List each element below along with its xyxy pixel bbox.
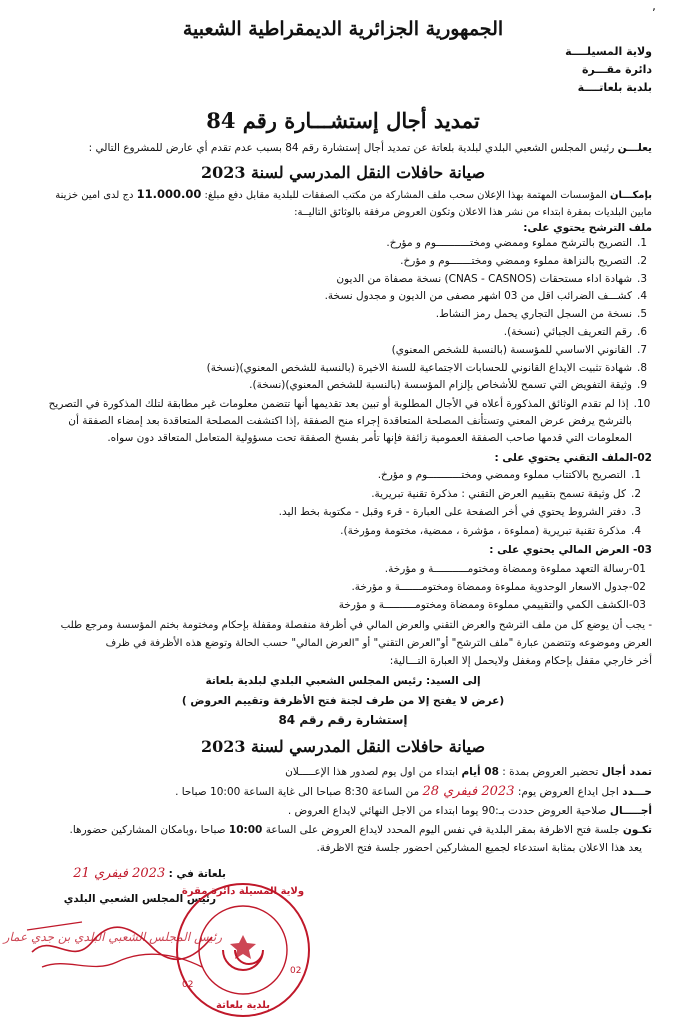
intro-text: المؤسسات المهتمة بهذا الإعلان سحب ملف المشاركة من مكتب الصفقات للبلدية مقابل دفع مبلغ: [204,190,607,201]
item-number: 10. [633,398,651,410]
item-text: كل وثيقة تسمح بتقييم العرض التقني : مذكرة تقنية تبريرية. [371,487,626,500]
item-text: رقم التعريف الجبائي (نسخة). [503,326,632,338]
item-text: كشـــف الضرائب اقل من 03 اشهر مصفى من الديون و مجدول نسخة. [324,290,632,303]
item-text: شهادة تثبيت الايداع القانوني للحسابات الاجتماعية للسنة الاخيرة (بالنسبة للشخص المعنوي)(نسخة) [206,361,632,374]
commune-line: بلدية بلعاتــــة [577,81,652,94]
section1-item10 [49,397,652,412]
section1-item [504,325,652,340]
section1-item [249,378,652,393]
stamp-number-left: 02 [182,980,194,990]
item-text: شهادة اداء مستحقات (CNAS - CASNOS) نسخة مصفاة من الديون [336,272,632,285]
section2-item [378,468,646,483]
section3-title: 03- العرض المالي يحتوي على : [489,544,652,556]
item-number: 5. [636,308,648,321]
item-text: مذكرة تقنية تبريرية (مملوءة ، مؤشرة ، ممضية، مختومة ومؤرخة). [340,524,626,537]
stamp-ring-text: ولاية المسيلة دائرة مقرة [181,886,305,897]
item-text: 01-رسالة التعهد مملوءة وممضاة ومختومـــــــــــة و مؤرخة. [384,563,646,575]
deposit-label: حـــدد [622,786,652,798]
address-ref: إستشارة رقم رقم 84 [278,713,408,727]
envelope-line3: أخر خارجي مقفل بإحكام ومغفل ولايحمل إلا العبارة التـــالية: [389,655,652,667]
item10-line3: المعلومات التي قدمها صاحب الصفقة العمومية زائفة فإنها تأمر بفسخ الصفقة تحت مسؤولية المتعامل المتعاقد دون سواه. [107,432,632,444]
intro-line1 [55,187,652,203]
item-text: التصريح بالاكتتاب مملوء وممضي ومختـــــــــــوم و مؤرخ. [377,469,626,481]
item-text: التصريح بالنزاهة مملوء وممضي ومختـــــــوم و مؤرخ. [400,254,632,267]
opening-label: تكـون [622,824,652,836]
envelope-line1: - يجب أن يوضع كل من ملف الترشح والعرض التقني والعرض المالي في أظرفة منفصلة ومقفلة بإحكام ومختومة بختم المؤسسة ومرجع طلب [60,620,652,631]
extend-end: ابتداء من اول يوم لصدور هذا الإعـــــلان [285,766,459,778]
extend-text: تحضير العروض بمدة : [502,766,599,778]
opening-line [70,823,653,838]
deposit-text: اجل ايداع العروض يوم: [517,786,619,798]
section2-title: 02-الملف التقني يحتوي على : [494,452,652,464]
opening-time: 10:00 [228,824,263,836]
item-text: 02-جدول الاسعار الوحدوية مملوءة وممضاة ومختومـــــــة و مؤرخة. [351,581,646,593]
item-number: 8. [636,361,648,374]
intro-end: دج لدى امين خزينة [55,190,134,201]
item-text: دفتر الشروط يحتوي في أخر الصفحة على العبارة - قرء وقبل - مكتوبة بخط اليد. [278,506,626,518]
item-number: 1. [636,237,648,249]
item-number: 4. [636,290,648,303]
section3-item [351,580,646,595]
item-number: 6. [636,326,648,338]
stamp-seal-icon [168,880,318,1020]
item-number: 2. [630,487,642,500]
section1-item [207,361,652,376]
address-to: إلى السيد: رئيس المجلس الشعبي البلدي لبلدية بلعاتة [205,675,481,687]
intro-line2: مابين البلديات بمقرة ابتداء من نشر هذا الاعلان وتكون العروض مرفقة بالوثائق التاليــة: [294,207,652,218]
item-number: 1. [630,469,642,481]
validity-line [288,804,652,819]
item-number: 3. [630,506,642,518]
item-text: نسخة من السجل التجاري يحمل رمز النشاط. [435,308,632,321]
official-stamp [168,880,318,1020]
announcement [89,141,652,156]
item-text: وثيقة التفويض التي تسمح للأشخاص بإلزام المؤسسة (بالنسبة للشخص المعنوي)(نسخة). [249,379,632,392]
project-title-2: صيانة حافلات النقل المدرسي لسنة 2023 [200,737,486,756]
validity-label: أجـــــال [609,805,652,817]
section2-item [371,487,646,502]
section1-item [336,272,652,287]
stamp-number-right: 02 [290,966,302,976]
item-number: 7. [636,343,648,356]
item-text: 03-الكشف الكمي والتقييمي مملوءة وممضاة ومختومــــــــــة و مؤرخة [338,599,646,611]
section1-item [325,289,652,304]
signature-date: 2023 فيفري 21 [73,866,166,881]
announce-verb: يعلـــن [617,142,652,154]
section3-item [385,562,646,577]
republic-heading: الجمهورية الجزائرية الديمقراطية الشعبية [182,18,504,40]
deposit-end: من الساعة 8:30 صباحا الى غاية الساعة 10:00 صباحا . [175,786,420,798]
validity-text: صلاحية العروض حددت بـ:90 يوما ابتداء من الاجل النهائي لايداع العروض . [287,805,607,817]
section1-item [392,343,652,358]
address-note: (عرض لا يفتح إلا من طرف لجنة فتح الأظرفة وتقييم العروض ) [181,695,505,707]
section1-item [400,254,652,269]
extend-label: تمدد أجال [601,766,652,778]
envelope-line2: العرض وموضوعه وتتضمن عبارة "ملف الترشح" أو"العرض التقني" أو "العرض المالي" حسب الحالة وتوضع هذه الأظرفة في ظرف [105,638,652,649]
item-number: 3. [636,272,648,285]
section2-item [279,505,646,520]
page-title: تمديد أجال إستشـــارة رقم 84 [206,108,480,133]
item-number: 2. [636,254,648,267]
section1-item [436,307,652,322]
section1-item [386,236,652,251]
opening-text: جلسة فتح الاظرفة بمقر البلدية في نفس اليوم المحدد لايداع العروض على الساعة [265,824,620,836]
wilaya-line: ولاية المسيلــــة [565,45,652,58]
corner-mark: ٬ [652,6,656,20]
signature-place: بلعاتة في : [168,868,226,880]
item-number: 9. [636,379,648,392]
notice-line: يعد هذا الاعلان بمثابة استدعاء لجميع المشاركين احضور جلسة فتح الاظرفة. [316,842,642,854]
section1-title: ملف الترشح يحتوي على: [523,222,652,234]
item-text: القانوني الاساسي للمؤسسة (بالنسبة للشخص المعنوي) [391,343,632,356]
signature-text: رئيس المجلس الشعبي البلدي بن جدي عمار [3,930,222,944]
deposit-line [175,784,652,800]
daira-line: دائرة مقـــرة [581,63,652,76]
extend-days: 08 أيام [461,766,499,778]
item10-line2: بالترشح يرفض عرض المعني وتستأنف المصلحة المتعاقدة إجراء منح الصفقة ,إذا اكتشفت المصلحة المتعاقدة بعد إمضاء الصفقة أن [68,415,632,427]
stamp-bottom-text: بلدية بلعاتة [216,1000,270,1011]
announce-text: رئيس المجلس الشعبي البلدي لبلدية بلعاتة عن تمديد أجال إستشارة رقم 84 بسبب عدم تقدم أي عارض للمشروع التالي : [88,142,615,154]
intro-bold: بإمكـــان [609,190,652,201]
intro-amount: 11.000.00 [136,187,202,201]
section3-item [339,598,646,613]
item-number: 4. [630,524,642,537]
item10-line1: إذا لم تقدم الوثائق المذكورة أعلاه في الأجال المطلوبة أو تبين بعد تقديمها أنها تتضمن معلومات غير مطابقة لتلك المذكورة في التصريح [48,398,629,410]
item-text: التصريح بالترشح مملوء وممضي ومختـــــــــــوم و مؤرخ. [386,237,632,249]
section2-item [340,524,646,539]
opening-end: صباحا ،وبامكان المشاركين حضورها. [69,824,226,836]
extend-line [285,765,652,780]
project-title: صيانة حافلات النقل المدرسي لسنة 2023 [200,163,486,182]
deposit-date: 2023 فيفري 28 [422,784,515,799]
signature-title: رئيس المجلس الشعبي البلدي [63,893,216,905]
